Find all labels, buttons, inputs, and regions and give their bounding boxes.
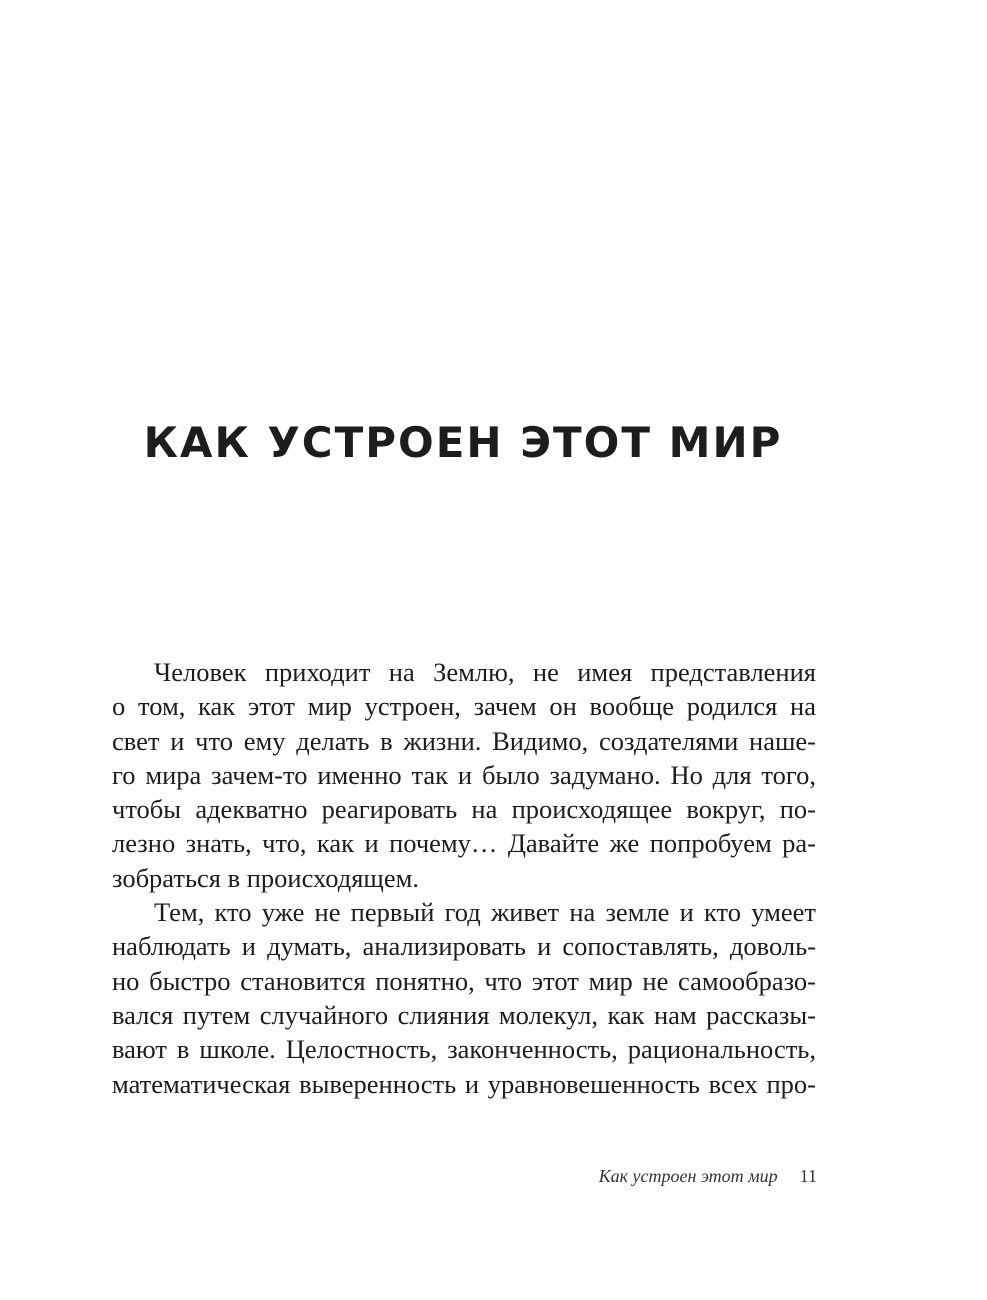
- text-line: но быстро становится понятно, что этот мир не самообразо-: [112, 965, 816, 996]
- text-line: зобраться в происходящем.: [112, 862, 419, 893]
- text-line: Человек приходит на Землю, не имея представления: [154, 657, 816, 687]
- page-footer: [560, 1166, 817, 1187]
- paragraph-2: [112, 895, 816, 1101]
- running-head: Как устроен этот мир: [598, 1166, 778, 1186]
- text-line: Тем, кто уже не первый год живет на земле и кто умеет: [154, 897, 816, 928]
- text-line: го мира зачем-то именно так и было задумано. Но для того,: [112, 759, 816, 790]
- text-line: наблюдать и думать, анализировать и сопоставлять, доволь-: [112, 931, 816, 962]
- text-line: о том, как этот мир устроен, зачем он вообще родился на: [112, 691, 816, 722]
- paragraph-1: [112, 655, 816, 895]
- chapter-title: КАК УСТРОЕН ЭТОТ МИР: [143, 418, 783, 467]
- text-line: математическая выверенность и уравновешенность всех про-: [112, 1068, 816, 1099]
- page-number: 11: [799, 1166, 817, 1186]
- text-line: вался путем случайного слияния молекул, как нам рассказы-: [112, 999, 816, 1030]
- text-line: свет и что ему делать в жизни. Видимо, создателями наше-: [112, 725, 816, 756]
- text-line: чтобы адекватно реагировать на происходящее вокруг, по-: [112, 794, 816, 825]
- body-text: [112, 655, 816, 1101]
- text-line: лезно знать, что, как и почему… Давайте же попробуем ра-: [112, 828, 816, 859]
- text-line: вают в школе. Целостность, законченность, рациональность,: [112, 1034, 816, 1065]
